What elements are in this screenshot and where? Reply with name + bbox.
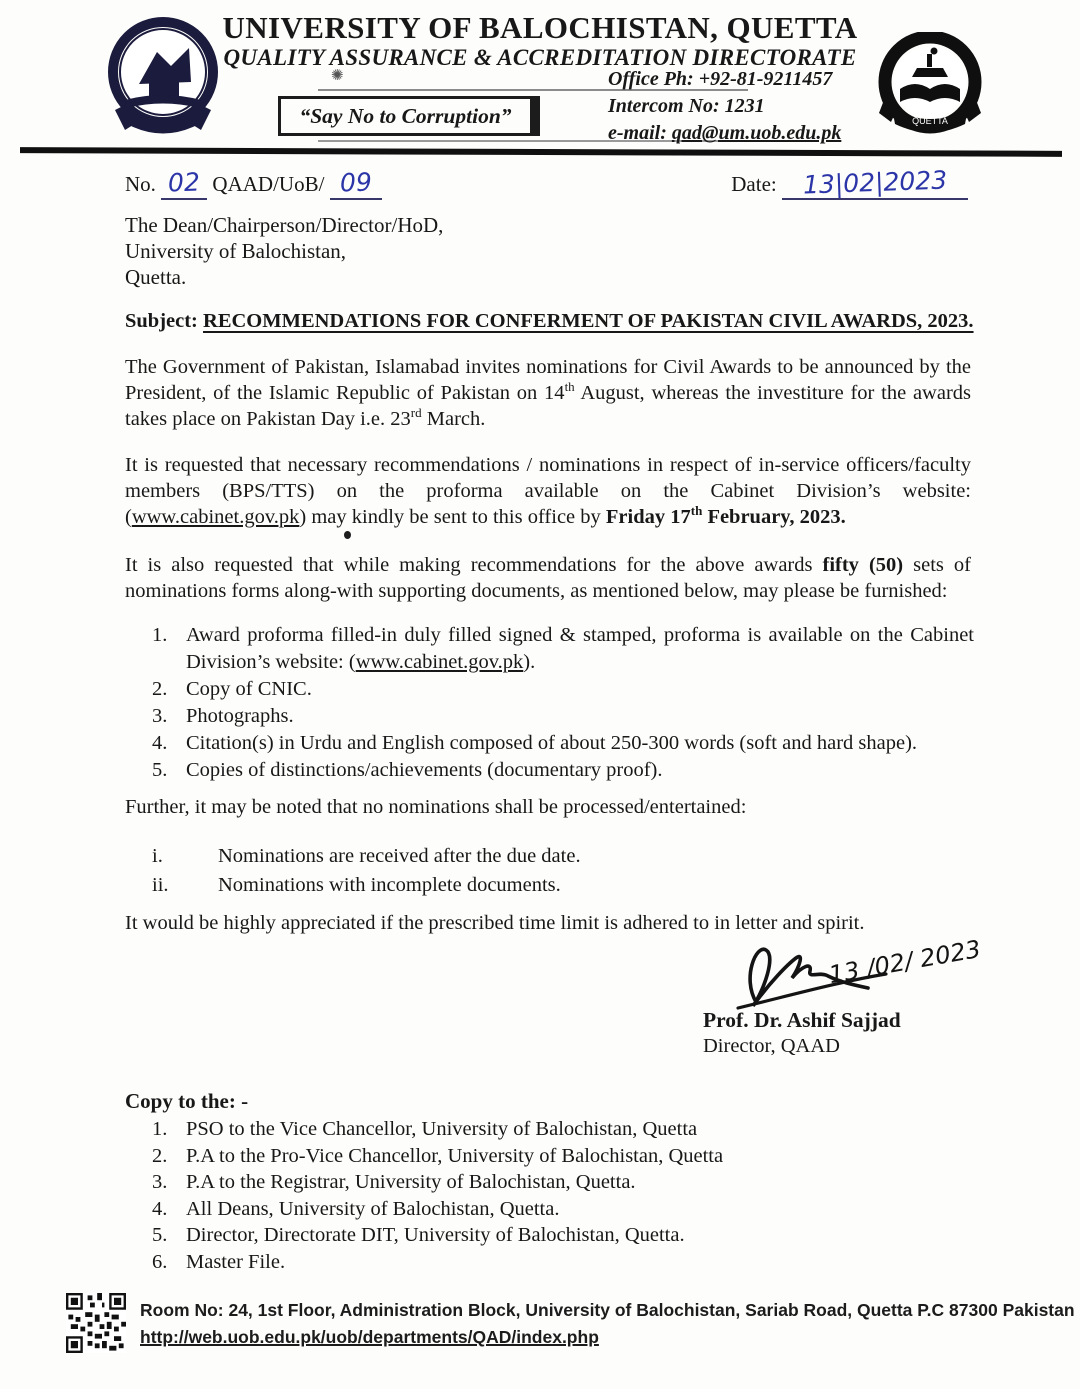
paragraph-text: It is requested that necessary recommendations / nominations in respect of in-service officers/faculty members (BPS/TTS) on the proforma available on the Cabinet Division’s website: ( [125, 454, 971, 528]
documents-list [152, 622, 974, 784]
date-label: Date: [731, 172, 777, 196]
handwritten-ref-year: 09 [339, 167, 373, 198]
list-number: 2. [152, 1144, 168, 1167]
sets-count-text: fifty (50) [822, 554, 904, 576]
list-text: All Deans, University of Balochistan, Quetta. [186, 1197, 560, 1220]
logo-ribbon-text: QUETTA [912, 116, 948, 126]
ref-no-mid: QAAD/UoB/ [212, 172, 325, 196]
reference-line [125, 165, 968, 200]
paragraph-2 [125, 452, 971, 530]
office-phone: Office Ph: +92-81-9211457 [608, 68, 833, 90]
recipient-address [125, 212, 971, 290]
list-text-part: ). [523, 651, 536, 673]
list-text: Director, Directorate DIT, University of Balochistan, Quetta. [186, 1224, 685, 1246]
date-underline [782, 165, 968, 200]
copy-to-list [152, 1116, 932, 1275]
recipient-line: The Dean/Chairperson/Director/HoD, [125, 213, 444, 237]
qr-code-icon [66, 1293, 126, 1353]
list-number: ii. [152, 874, 169, 896]
deadline-text: Friday 17 [605, 506, 691, 528]
list-item [152, 730, 974, 757]
subject-text: RECOMMENDATIONS FOR CONFERMENT OF PAKISTAN CIVIL AWARDS, 2023. [203, 310, 974, 332]
footer-address: Room No: 24, 1st Floor, Administration Block, University of Balochistan, Sariab Road, Quetta P.C 87300 Pakistan [140, 1300, 1075, 1320]
list-item [152, 1116, 932, 1143]
list-text-part: Award proforma filled-in duly filled signed & stamped, proforma is available on the Cabinet Division’s website: ( [186, 624, 974, 673]
signatory-title: Director, QAAD [703, 1035, 840, 1057]
list-item [152, 842, 852, 871]
list-number: 3. [152, 705, 168, 727]
paragraph-text: sets of nominations forms along-with supporting documents, as mentioned below, may please be furnished: [125, 554, 971, 602]
email-address-link[interactable]: qad@um.uob.edu.pk [671, 122, 842, 144]
email-line [608, 120, 841, 147]
list-number: 1. [152, 1118, 168, 1140]
cabinet-website-link[interactable]: www.cabinet.gov.pk [131, 506, 300, 528]
deadline-text: February, 2023. [702, 506, 846, 528]
list-item [152, 676, 974, 703]
list-item [152, 1143, 932, 1170]
recipient-line: Quetta. [125, 265, 187, 289]
paragraph-1 [125, 354, 971, 432]
ordinal-suffix: rd [410, 405, 422, 421]
list-number: 5. [152, 759, 168, 781]
list-text: Master File. [186, 1250, 286, 1273]
list-number: 1. [152, 624, 168, 646]
list-text: Copies of distinctions/achievements (documentary proof). [186, 759, 663, 781]
further-note: Further, it may be noted that no nominations shall be processed/entertained: [125, 796, 747, 818]
scan-artifact-dot [344, 531, 351, 539]
paragraph-text: The Government of Pakistan, Islamabad invites nominations for Civil Awards to be announced by the President, of the Islamic Republic of Pakistan on 14 [125, 356, 971, 404]
university-name: UNIVERSITY OF BALOCHISTAN, QUETTA [222, 10, 858, 45]
conditions-list [152, 842, 852, 900]
subject-line [125, 308, 974, 334]
list-text: PSO to the Vice Chancellor, University of Balochistan, Quetta [186, 1118, 698, 1140]
cabinet-website-link[interactable]: www.cabinet.gov.pk [355, 651, 524, 673]
list-item [152, 1222, 932, 1249]
list-item [152, 1249, 932, 1276]
list-number: 5. [152, 1224, 168, 1246]
paragraph-text: August, whereas the investiture for the awards takes place on Pakistan Day i.e. 23 [125, 382, 972, 430]
list-text: Photographs. [186, 705, 294, 727]
list-text: Nominations are received after the due date. [218, 845, 581, 867]
handwritten-ref-serial: 02 [167, 167, 201, 198]
closing-remark: It would be highly appreciated if the prescribed time limit is adhered to in letter and spirit. [125, 912, 865, 934]
handwritten-signature-date: 13 /02/ 2023 [826, 934, 983, 990]
list-item [152, 1169, 932, 1196]
footer-url-link[interactable]: http://web.uob.edu.pk/uob/departments/QAD/index.php [140, 1327, 599, 1347]
list-number: 4. [152, 1197, 168, 1220]
list-text [186, 622, 974, 676]
list-number: 3. [152, 1171, 168, 1193]
list-text: Copy of CNIC. [186, 678, 312, 700]
slogan-text: “Say No to Corruption” [299, 103, 512, 128]
paragraph-text: ) may kindly be sent to this office by [299, 506, 606, 528]
list-number: i. [152, 845, 163, 867]
list-number: 6. [152, 1250, 168, 1273]
header-divider-rule [20, 147, 1062, 157]
ref-no-label: No. [125, 172, 156, 196]
list-item [152, 703, 974, 730]
paragraph-3 [125, 552, 971, 604]
list-item [152, 757, 974, 784]
reference-number [125, 167, 382, 200]
subject-label: Subject: [125, 310, 198, 332]
list-number: 4. [152, 732, 168, 754]
intercom-number: Intercom No: 1231 [608, 95, 765, 117]
date-field [731, 165, 968, 200]
slogan-box [278, 96, 540, 136]
list-text: Citation(s) in Urdu and English composed of about 250-300 words (soft and hard shape). [186, 732, 918, 754]
ordinal-suffix: th [690, 503, 703, 519]
signatory-name: Prof. Dr. Ashif Sajjad [703, 1008, 901, 1032]
list-item [152, 1196, 932, 1223]
ordinal-suffix: th [564, 379, 575, 395]
contact-block [608, 66, 841, 147]
list-text: P.A to the Registrar, University of Balochistan, Quetta. [186, 1171, 636, 1193]
directorate-name: QUALITY ASSURANCE & ACCREDITATION DIRECTORATE [223, 45, 857, 70]
scan-stray-mark: ✺ [331, 68, 344, 84]
ref-no-underline [161, 167, 207, 200]
recipient-line: University of Balochistan, [125, 239, 347, 263]
handwritten-date: 13|02|2023 [802, 165, 948, 200]
email-label: e-mail: [608, 122, 672, 144]
copy-to-heading: Copy to the: - [125, 1089, 249, 1113]
list-item [152, 622, 974, 676]
list-item [152, 871, 852, 900]
footer-address-block [140, 1297, 1075, 1351]
list-text: Nominations with incomplete documents. [218, 874, 561, 896]
paragraph-text: It is also requested that while making recommendations for the above awards [125, 554, 823, 576]
ref-no-underline2 [330, 167, 382, 200]
paragraph-text: March. [421, 408, 486, 430]
list-text: P.A to the Pro-Vice Chancellor, University of Balochistan, Quetta [186, 1144, 724, 1167]
list-number: 2. [152, 678, 168, 700]
